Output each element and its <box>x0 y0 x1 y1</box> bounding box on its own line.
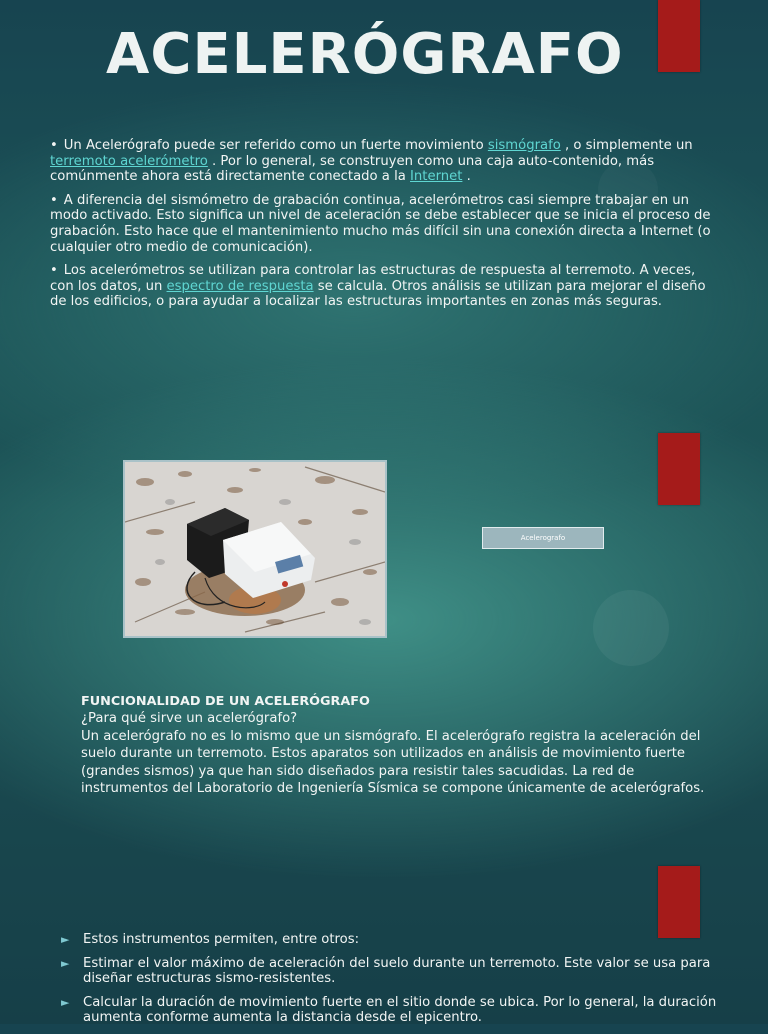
triangle-bullet-icon: ► <box>61 995 70 1009</box>
accelerograph-photo-illustration <box>125 462 385 636</box>
text-segment: se calcula. Otros análisis se utilizan para mejorar el diseño de los edificios, o para ayudar a localizar las estructuras importantes en zonas más seguras. <box>50 278 706 310</box>
text-segment: A diferencia del sismómetro de grabación continua, acelerómetros casi siempre trabajar en un modo activado. Esto significa un nivel de aceleración se debe establecer que se inicia el proceso de grabación. Esto hace que el mantenimiento mucho más difícil sin una conexión directa a Internet (o cualquier otro medio de comunicación). <box>50 192 711 255</box>
list-item-text: Estimar el valor máximo de aceleración del suelo durante un terremoto. Este valor se usa para diseñar estructuras sismo-resistentes. <box>83 955 711 987</box>
text-segment: Los acelerómetros se utilizan para controlar las estructuras de respuesta al terremoto. A veces, con los datos, un <box>50 263 696 294</box>
text-segment: , o simplemente un <box>560 138 693 153</box>
section-body: Un acelerógrafo no es lo mismo que un sismógrafo. El acelerógrafo registra la aceleración del suelo durante un terremoto. Estos aparatos son utilizados en análisis de movimiento fuerte (grandes sismos) ya que han sido diseñados para resistir tales sacudidas. La red de instrumentos del Laboratorio de Ingeniería Sísmica se compone únicamente de acelerógrafos. <box>81 728 705 797</box>
text-segment: Un Acelerógrafo puede ser referido como un fuerte movimiento <box>63 138 488 153</box>
list-item <box>61 932 721 948</box>
link-internet[interactable]: Internet <box>410 169 463 185</box>
list-item-text: Calcular la duración de movimiento fuerte en el sitio donde se ubica. Por lo general, la duración aumenta conforme aumenta la distancia desde el epicentro. <box>83 994 717 1026</box>
red-accent-bar <box>658 0 700 72</box>
page-title: ACELERÓGRAFO <box>106 22 624 87</box>
section-question: ¿Para qué sirve un acelerógrafo? <box>81 711 298 727</box>
list-item <box>61 956 721 987</box>
bullet-item <box>50 263 720 310</box>
red-accent-bar <box>658 433 700 505</box>
link-terremoto-acelerometro[interactable]: terremoto acelerómetro <box>50 153 208 169</box>
link-sismografo[interactable]: sismógrafo <box>487 138 561 153</box>
text-segment: . <box>462 169 471 185</box>
bullet-item <box>50 193 720 255</box>
red-accent-bar <box>658 866 700 938</box>
uses-bullet-list <box>61 932 721 1034</box>
triangle-bullet-icon: ► <box>61 933 70 946</box>
text-segment: . Por lo general, se construyen como una caja auto-contenido, más comúnmente ahora está directamente conectado a la <box>50 153 655 185</box>
image-caption-box: Acelerografo <box>482 527 604 549</box>
section-heading: FUNCIONALIDAD DE UN ACELERÓGRAFO <box>81 694 370 709</box>
bullet-dot: • <box>50 263 58 279</box>
triangle-bullet-icon: ► <box>61 956 70 970</box>
bullet-dot: • <box>50 192 58 208</box>
intro-bullet-list <box>50 138 720 318</box>
link-espectro-de-respuesta[interactable]: espectro de respuesta <box>166 278 314 294</box>
list-item <box>61 995 721 1026</box>
accelerograph-photo <box>123 460 387 638</box>
bullet-dot: • <box>50 138 58 153</box>
list-item-text: Estos instrumentos permiten, entre otros: <box>83 932 360 947</box>
decorative-circle <box>593 590 669 666</box>
bullet-item <box>50 138 720 185</box>
functionality-section <box>81 693 721 797</box>
